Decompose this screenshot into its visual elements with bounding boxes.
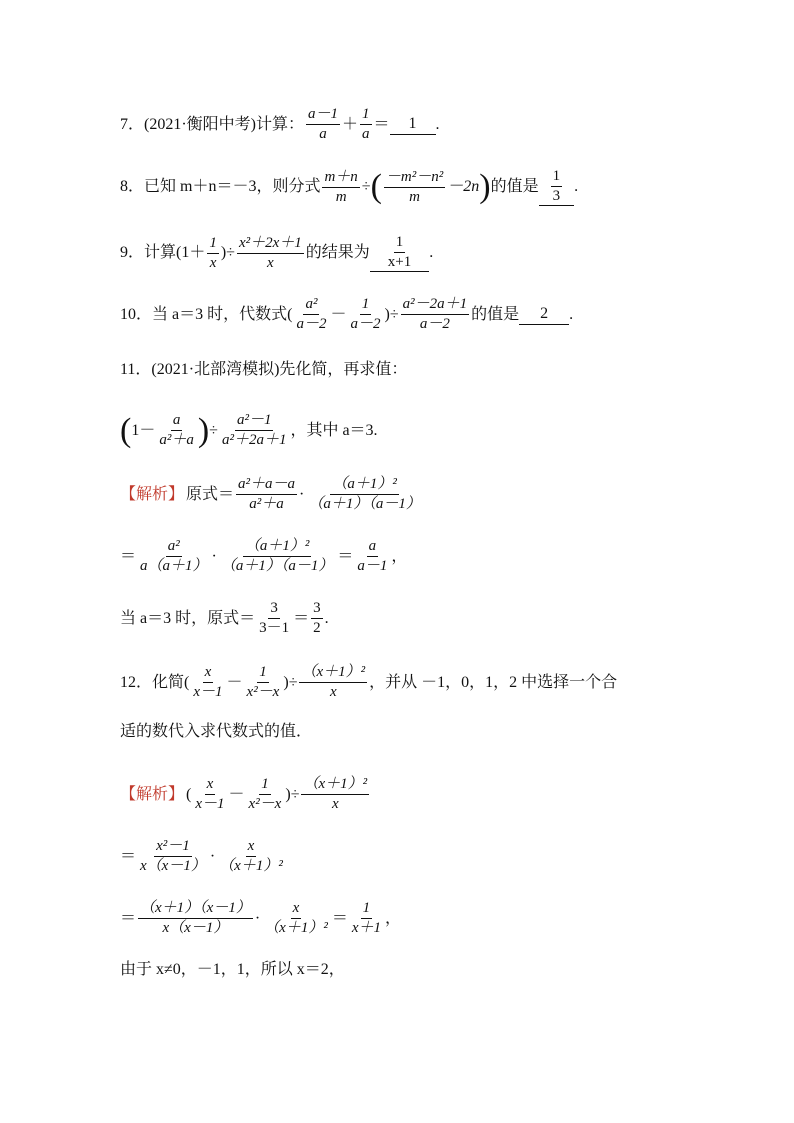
question-9: 9．计算(1＋ $\frac{1}{x}$ )÷ $\frac{\text{x²＋2x＋1}}{x}$ 的结果为 $\frac{1}{x+1}$ . [120, 234, 434, 271]
q12-label: 12．化简( [120, 673, 190, 691]
question-10: 10．当 a＝3 时，代数式( $\frac{\text{a²}}{a-2}$ － $\frac{1}{a-2}$ )÷ $\frac{\text{a²－2a＋1}}{a-2}$ 的值是 2 . [120, 296, 574, 332]
question-7: 7．(2021·衡阳中考)计算： $\frac{a-1}{a}$ ＋ $\frac{1}{a}$ ＝ 1 . [120, 106, 440, 142]
q8-answer-blank [539, 168, 575, 206]
q8-fraction-1: $\frac{m+n}{m}$ [324, 168, 358, 205]
solution-tag: 【解析】 [120, 485, 185, 503]
q12-line-2: 适的数代入求代数式的值． [120, 723, 313, 740]
q9-fraction-1: $\frac{1}{x}$ [209, 234, 217, 271]
q7-fraction-2: $\frac{1}{a}$ [362, 106, 370, 142]
q7-label: 7．(2021·衡阳中考)计算： [120, 115, 304, 133]
q7-answer-blank: 1 [390, 114, 436, 135]
q8-fraction-2: $\frac{\text{－m²－n²}}{m}$ [385, 168, 444, 205]
q11-solution-line-3: 当 a＝3 时，原式＝ $\frac{3}{3-1}$ ＝ $\frac{3}{2}$ . [120, 600, 329, 636]
q9-answer-blank [370, 234, 429, 272]
q10-fraction-2: $\frac{1}{a-2}$ [350, 296, 381, 332]
q10-answer-blank: 2 [519, 304, 569, 325]
q10-label: 10．当 a＝3 时，代数式( [120, 305, 293, 323]
q11-expression: ( 1－ $\frac{a}{\text{a²＋a}}$ ) ÷ $\frac{\text{a²－1}}{\text{a²＋2a＋1}}$ ，其中 a＝3. [120, 411, 378, 449]
q12-solution-line-3: ＝ $\frac{(x+1)(x-1)}{x(x-1)}$ · $\frac{x}{\text{（x＋1）²}}$ ＝ $\frac{1}{x+1}$ ， [120, 900, 402, 936]
q11-fraction-2: $\frac{\text{a²－1}}{\text{a²＋2a＋1}}$ [221, 412, 287, 448]
q11-label: 11．(2021·北部湾模拟)先化简，再求值： [120, 361, 408, 378]
q9-label: 9．计算(1＋ [120, 244, 206, 261]
question-12: 12．化简( $\frac{x}{x-1}$ － $\frac{1}{\text{x²－x}}$ )÷ $\frac{\text{（x＋1）²}}{x}$ ，并从 －1，0，1，2 中选择一个合 [120, 664, 618, 700]
solution-tag: 【解析】 [120, 785, 185, 803]
q12-solution-line-2: ＝ $\frac{\text{x²－1}}{x(x-1)}$ · $\frac{x}{\text{（x＋1）²}}$ [120, 838, 283, 874]
q11-solution-line-1: 【解析】 原式＝ $\frac{\text{a²＋a－a}}{\text{a²＋a}}$ · $\frac{\text{（a＋1）²}}{(a+1)(a-1)}$ [120, 476, 421, 512]
q10-fraction-1: $\frac{\text{a²}}{a-2}$ [296, 296, 327, 332]
q10-fraction-3: $\frac{\text{a²－2a＋1}}{a-2}$ [402, 296, 468, 332]
q9-answer-fraction: $\frac{1}{x+1}$ [387, 234, 412, 270]
q9-fraction-2: $\frac{\text{x²＋2x＋1}}{x}$ [238, 234, 302, 271]
q8-label: 8．已知 m＋n＝－3，则分式 [120, 178, 321, 195]
q8-answer-fraction: $\frac{1}{3}$ [552, 168, 561, 204]
question-8: 8．已知 m＋n＝－3，则分式 $\frac{m+n}{m}$ ÷ ( $\frac{\text{－m²－n²}}{m}$ －2n ) 的值是 $\frac{1}{3}$ . [120, 168, 579, 205]
q7-fraction-1: $\frac{a-1}{a}$ [308, 106, 339, 142]
q11-solution-line-2: ＝ $\frac{\text{a²}}{a(a+1)}$ · $\frac{\text{（a＋1）²}}{(a+1)(a-1)}$ ＝ $\frac{a}{a-1}$ ， [120, 538, 408, 574]
q12-solution-line-1: 【解析】 ( $\frac{x}{x-1}$ － $\frac{1}{\text{x²－x}}$ )÷ $\frac{\text{（x＋1）²}}{x}$ [120, 776, 368, 812]
q11-fraction-1: $\frac{a}{\text{a²＋a}}$ [159, 412, 194, 448]
question-11 [120, 360, 407, 380]
q12-solution-line-4: 由于 x≠0，－1，1，所以 x＝2， [120, 961, 345, 978]
